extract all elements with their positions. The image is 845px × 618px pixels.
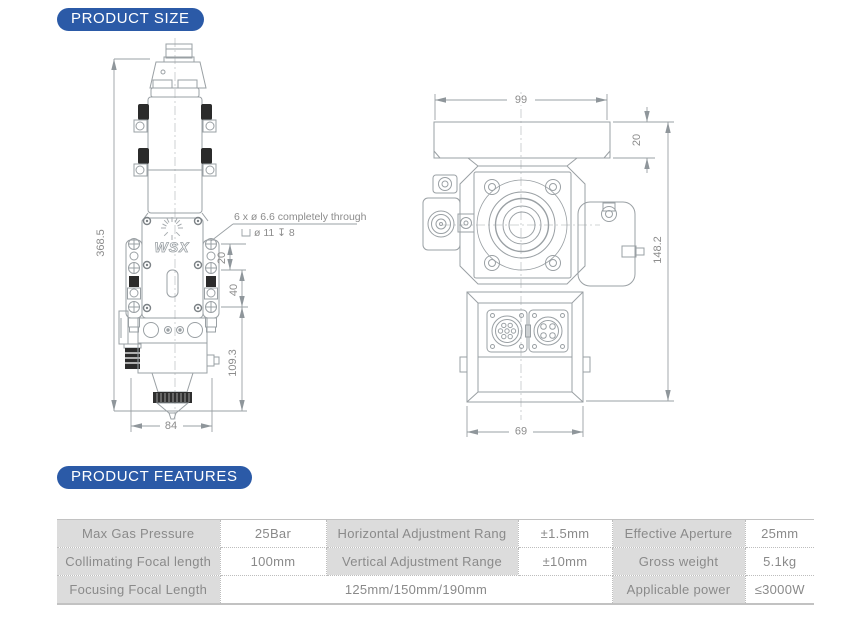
side-left-fittings bbox=[423, 175, 474, 250]
table-row bbox=[57, 548, 814, 576]
cell-applicable-power: Applicable power bbox=[612, 576, 745, 605]
cell-vertical-adjustment-value: ±10mm bbox=[518, 548, 612, 576]
annotation-line1: 6 x ø 6.6 completely through bbox=[234, 211, 367, 223]
side-right-fittings bbox=[578, 202, 644, 286]
cell-horizontal-adjustment-value: ±1.5mm bbox=[518, 520, 612, 548]
cell-collimating-focal-length: Collimating Focal length bbox=[57, 548, 220, 576]
side-connectors bbox=[487, 310, 568, 352]
table-row bbox=[57, 520, 814, 548]
dim-top-width-label: 99 bbox=[514, 94, 528, 106]
front-body bbox=[148, 44, 206, 213]
front-lower-section bbox=[119, 311, 219, 373]
cell-effective-aperture-value: 25mm bbox=[745, 520, 814, 548]
dim-side-height-label: 148.2 bbox=[652, 236, 664, 264]
front-nozzle bbox=[152, 373, 193, 419]
cell-effective-aperture: Effective Aperture bbox=[612, 520, 745, 548]
front-view-drawing bbox=[95, 38, 367, 432]
dim-plate-height-label: 20 bbox=[631, 133, 643, 147]
dim-spacing-a-label: 20 bbox=[216, 251, 228, 265]
dim-bottom-width-label: 84 bbox=[164, 420, 178, 432]
product-size-badge: PRODUCT SIZE bbox=[57, 8, 204, 31]
cell-vertical-adjustment: Vertical Adjustment Range bbox=[326, 548, 518, 576]
side-lower-block bbox=[460, 292, 590, 402]
cell-gross-weight: Gross weight bbox=[612, 548, 745, 576]
product-features-badge: PRODUCT FEATURES bbox=[57, 466, 252, 489]
dim-bottom-width-side-label: 69 bbox=[514, 425, 528, 438]
cell-collimating-focal-length-value: 100mm bbox=[220, 548, 326, 576]
dim-overall-height-label: 368.5 bbox=[95, 229, 107, 257]
side-view-drawing bbox=[423, 92, 674, 438]
cell-horizontal-adjustment: Horizontal Adjustment Rang bbox=[326, 520, 518, 548]
features-table bbox=[57, 519, 814, 605]
cell-applicable-power-value: ≤3000W bbox=[745, 576, 814, 605]
dim-lower-height-label: 109.3 bbox=[227, 349, 239, 377]
cell-focusing-focal-length-value: 125mm/150mm/190mm bbox=[220, 576, 612, 605]
counterbore-icon bbox=[242, 229, 250, 236]
front-mount-plate bbox=[126, 213, 219, 332]
annotation-line2: ø 11 ↧ 8 bbox=[254, 227, 295, 239]
table-row bbox=[57, 576, 814, 605]
cell-gross-weight-value: 5.1kg bbox=[745, 548, 814, 576]
wsx-logo-text: WSX bbox=[154, 239, 190, 255]
wsx-logo-icon bbox=[155, 217, 191, 255]
cell-max-gas-pressure-value: 25Bar bbox=[220, 520, 326, 548]
cell-focusing-focal-length: Focusing Focal Length bbox=[57, 576, 220, 605]
dim-spacing-b-label: 40 bbox=[228, 283, 240, 297]
side-top-plate bbox=[434, 122, 610, 166]
cell-max-gas-pressure: Max Gas Pressure bbox=[57, 520, 220, 548]
